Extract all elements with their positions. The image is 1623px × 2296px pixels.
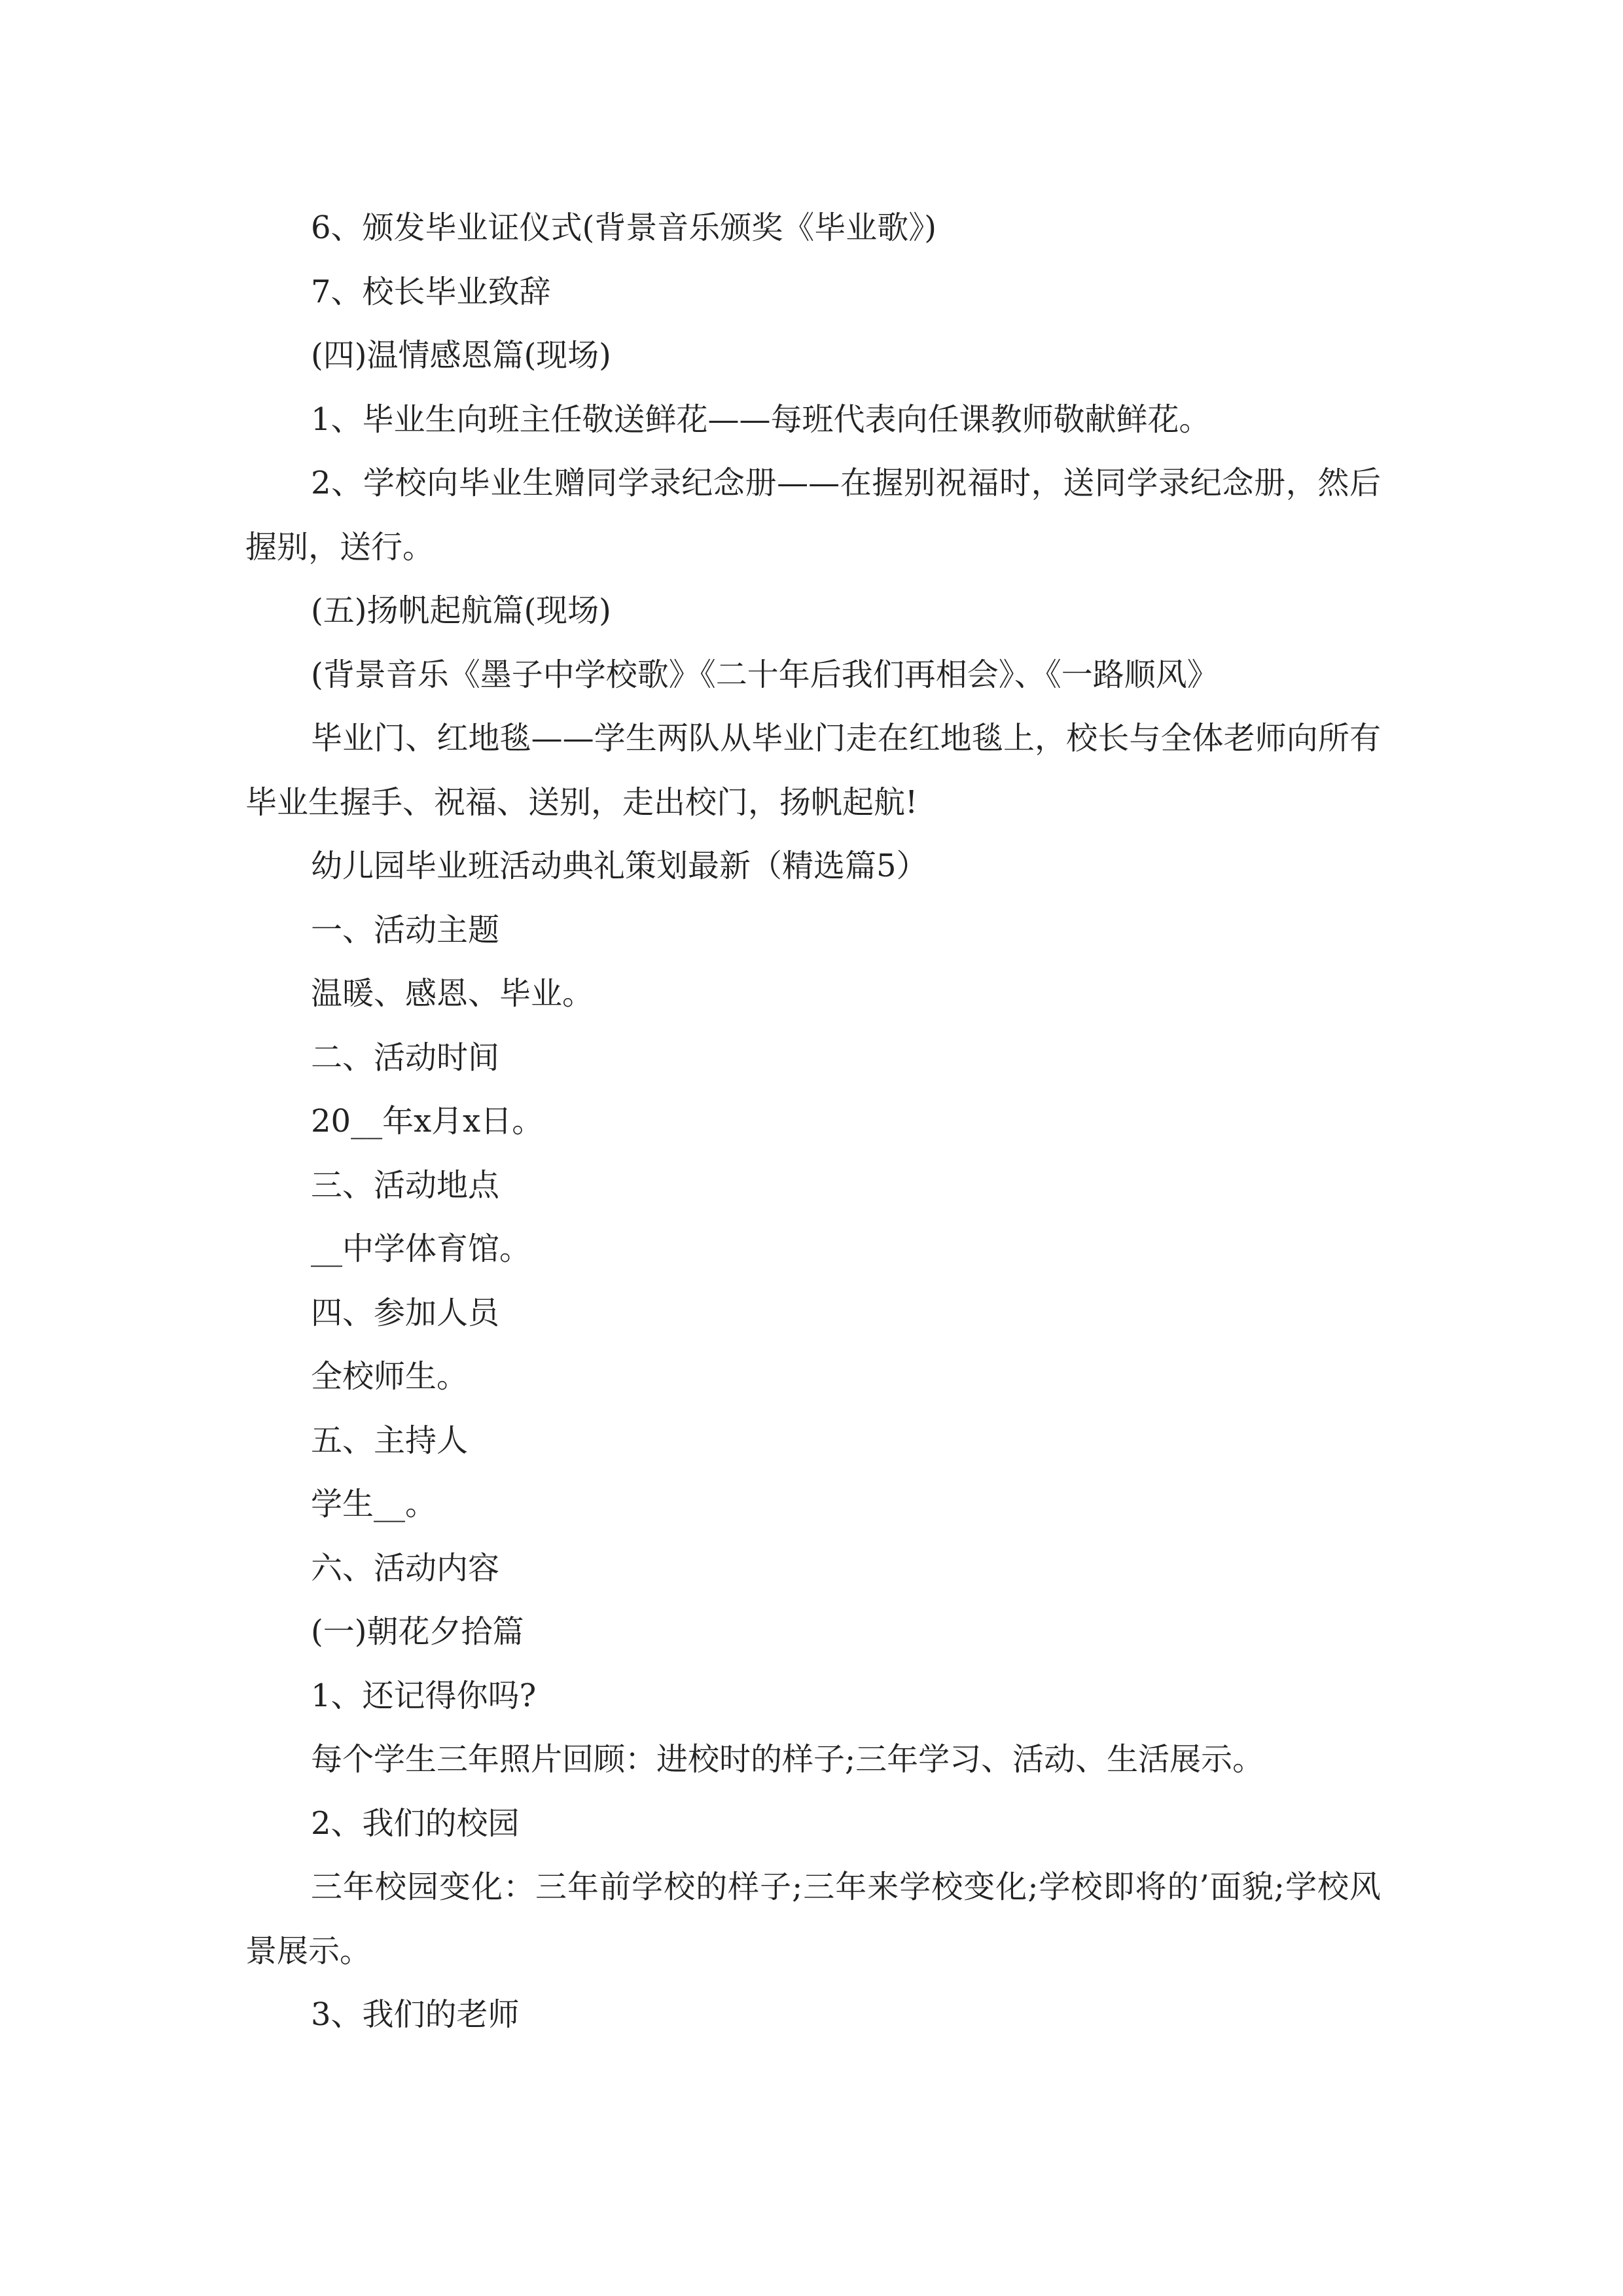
paragraph-red-carpet: 毕业门、红地毯——学生两队从毕业门走在红地毯上，校长与全体老师向所有毕业生握手、祝福、送别，走出校门，扬帆起航! xyxy=(245,720,1381,821)
section-heading-memories: (一)朝花夕拾篇 xyxy=(311,1613,524,1650)
heading-activity-content: 六、活动内容 xyxy=(311,1549,500,1587)
text-activity-location: __中学体育馆。 xyxy=(311,1230,531,1267)
paragraph-ceremony-step-7: 7、校长毕业致辞 xyxy=(311,273,551,310)
text-photo-review: 每个学生三年照片回顾：进校时的样子;三年学习、活动、生活展示。 xyxy=(311,1741,1264,1778)
document-body xyxy=(245,196,1381,2047)
heading-activity-location: 三、活动地点 xyxy=(311,1166,500,1204)
text-host: 学生__。 xyxy=(311,1486,437,1522)
text-campus-changes: 三年校园变化：三年前学校的样子;三年来学校变化;学校即将的’面貌;学校风景展示。 xyxy=(245,1869,1381,1969)
paragraph-background-music: (背景音乐《墨子中学校歌》《二十年后我们再相会》、《一路顺风》 xyxy=(311,656,1219,693)
heading-activity-time: 二、活动时间 xyxy=(311,1039,500,1076)
heading-host: 五、主持人 xyxy=(311,1422,469,1459)
item-our-teachers: 3、我们的老师 xyxy=(311,1996,520,2033)
text-activity-theme: 温暖、感恩、毕业。 xyxy=(311,975,594,1012)
section-heading-gratitude: (四)温情感恩篇(现场) xyxy=(311,337,611,374)
item-our-campus: 2、我们的校园 xyxy=(311,1804,520,1842)
item-remember-you: 1、还记得你吗? xyxy=(311,1677,537,1714)
text-activity-time: 20__年x月x日。 xyxy=(311,1103,544,1139)
text-participants: 全校师生。 xyxy=(311,1358,469,1395)
paragraph-memory-book: 2、学校向毕业生赠同学录纪念册——在握别祝福时，送同学录纪念册，然后握别，送行。 xyxy=(245,465,1381,565)
section-heading-set-sail: (五)扬帆起航篇(现场) xyxy=(311,592,611,629)
paragraph-ceremony-step-6: 6、颁发毕业证仪式(背景音乐颁奖《毕业歌》) xyxy=(311,209,936,246)
heading-participants: 四、参加人员 xyxy=(311,1294,500,1331)
paragraph-flowers: 1、毕业生向班主任敬送鲜花——每班代表向任课教师敬献鲜花。 xyxy=(311,401,1211,438)
article-title: 幼儿园毕业班活动典礼策划最新（精选篇5） xyxy=(311,848,928,884)
heading-activity-theme: 一、活动主题 xyxy=(311,911,500,948)
